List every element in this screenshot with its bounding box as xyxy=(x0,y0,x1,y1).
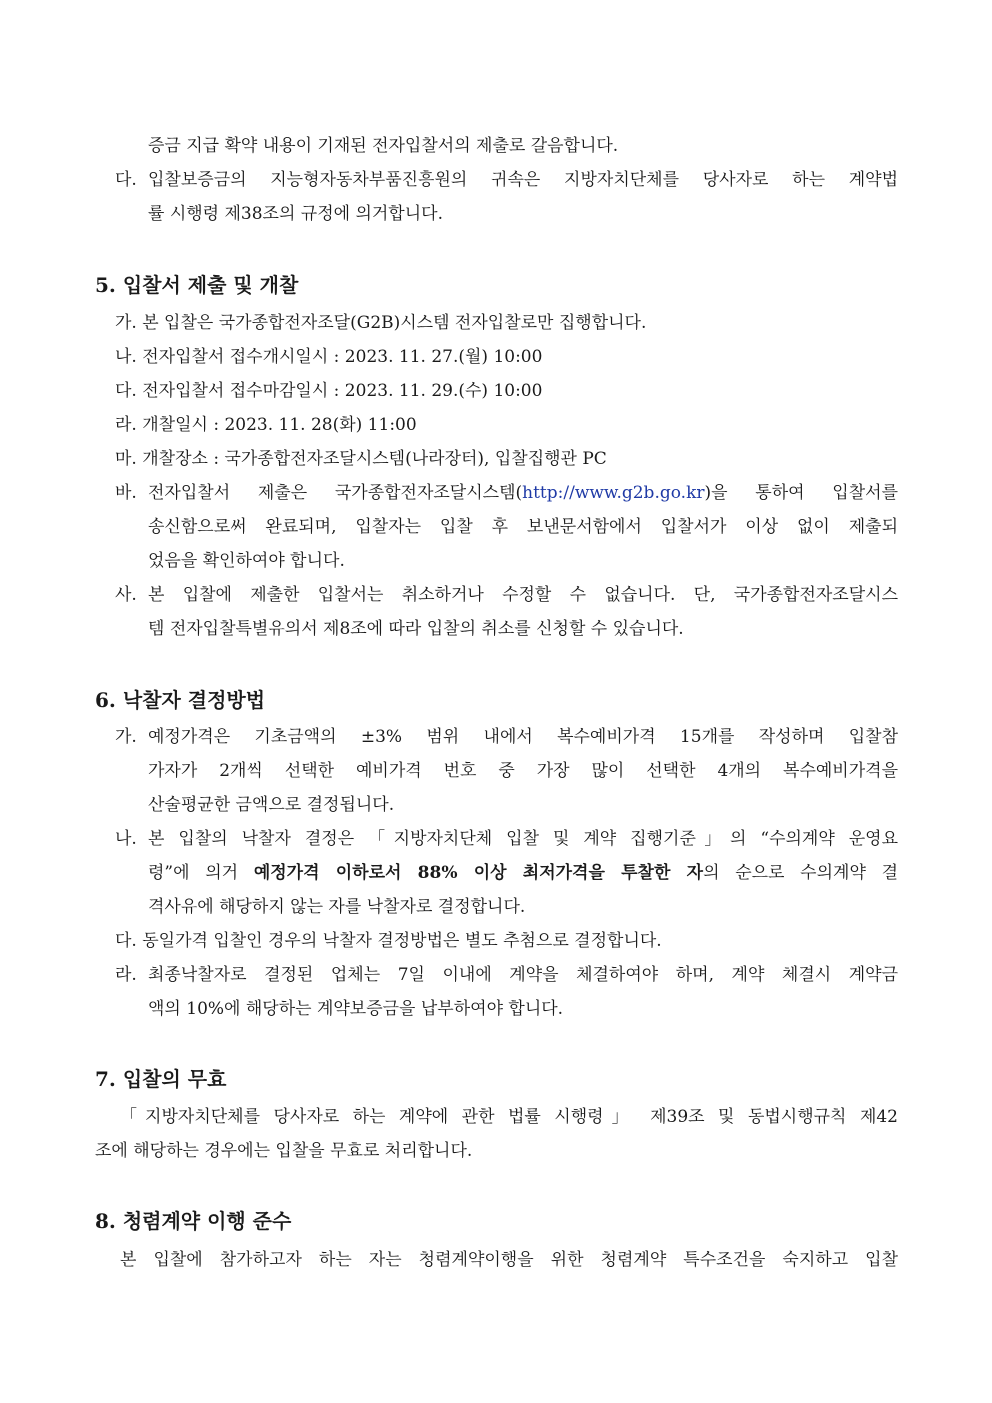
s5-ba-line1 xyxy=(148,476,898,510)
s4-continuation-line: 증금 지급 확약 내용이 기재된 전자입찰서의 제출로 갈음합니다. xyxy=(148,136,619,156)
s6-ga-line1: 예정가격은 기초금액의 ±3% 범위 내에서 복수예비가격 15개를 작성하며 입찰참 xyxy=(148,727,898,747)
s6-na-line2 xyxy=(148,856,898,890)
s5-item-na: 나. 전자입찰서 접수개시일시 : 2023. 11. 27.(월) 10:00 xyxy=(115,347,543,367)
s6-ga-marker: 가. xyxy=(115,727,137,747)
s7-line2: 조에 해당하는 경우에는 입찰을 무효로 처리합니다. xyxy=(95,1141,473,1161)
s6-na-line1: 본 입찰의 낙찰자 결정은 「지방자치단체 입찰 및 계약 집행기준」의 “수의계약 운영요 xyxy=(148,829,898,849)
s5-ba-text-b: )을 통하여 입찰서를 xyxy=(704,483,898,503)
s6-ra-line2: 액의 10%에 해당하는 계약보증금을 납부하여야 합니다. xyxy=(148,999,564,1019)
s5-ba-line3: 었음을 확인하여야 합니다. xyxy=(148,551,345,571)
s6-ra-marker: 라. xyxy=(115,965,137,985)
s8-line1: 본 입찰에 참가하고자 하는 자는 청렴계약이행을 위한 청렴계약 특수조건을 숙지하고 입찰 xyxy=(120,1250,898,1270)
s4-da-marker: 다. xyxy=(115,170,137,190)
s5-sa-line2: 템 전자입찰특별유의서 제8조에 따라 입찰의 취소를 신청할 수 있습니다. xyxy=(148,619,684,639)
s4-da-line2: 률 시행령 제38조의 규정에 의거합니다. xyxy=(148,204,443,224)
s5-item-ga: 가. 본 입찰은 국가종합전자조달(G2B)시스템 전자입찰로만 집행합니다. xyxy=(115,313,647,333)
s6-item-da: 다. 동일가격 입찰인 경우의 낙찰자 결정방법은 별도 추첨으로 결정합니다. xyxy=(115,931,662,951)
section-5-title: 5. 입찰서 제출 및 개찰 xyxy=(95,273,299,297)
s6-ga-line3: 산술평균한 금액으로 결정됩니다. xyxy=(148,795,395,815)
s6-na-line3: 격사유에 해당하지 않는 자를 낙찰자로 결정합니다. xyxy=(148,897,526,917)
s6-na-emphasis: 예정가격 이하로서 88% 이상 최저가격을 투찰한 자 xyxy=(253,863,704,883)
s6-ga-line2: 가자가 2개씩 선택한 예비가격 번호 중 가장 많이 선택한 4개의 복수예비가격을 xyxy=(148,761,898,781)
s7-line1: 「지방자치단체를 당사자로 하는 계약에 관한 법률 시행령」 제39조 및 동법시행규칙 제42 xyxy=(120,1107,898,1127)
s6-na-text-a: 령”에 의거 xyxy=(148,863,254,883)
s5-ba-line2: 송신함으로써 완료되며, 입찰자는 입찰 후 보낸문서함에서 입찰서가 이상 없이 제출되 xyxy=(148,517,898,537)
s6-ra-line1: 최종낙찰자로 결정된 업체는 7일 이내에 계약을 체결하여야 하며, 계약 체결시 계약금 xyxy=(148,965,898,985)
s5-ba-marker: 바. xyxy=(115,483,137,503)
s5-item-da: 다. 전자입찰서 접수마감일시 : 2023. 11. 29.(수) 10:00 xyxy=(115,381,543,401)
s6-na-text-b: 의 순으로 수의계약 결 xyxy=(703,863,899,883)
section-8-title: 8. 청렴계약 이행 준수 xyxy=(95,1209,292,1233)
s6-na-marker: 나. xyxy=(115,829,137,849)
s5-ba-text-a: 전자입찰서 제출은 국가종합전자조달시스템( xyxy=(148,483,523,503)
s5-sa-line1: 본 입찰에 제출한 입찰서는 취소하거나 수정할 수 없습니다. 단, 국가종합전자조달시스 xyxy=(148,585,898,605)
section-7-title: 7. 입찰의 무효 xyxy=(95,1067,227,1091)
s5-item-ma: 마. 개찰장소 : 국가종합전자조달시스템(나라장터), 입찰집행관 PC xyxy=(115,449,607,469)
s5-item-ra: 라. 개찰일시 : 2023. 11. 28(화) 11:00 xyxy=(115,415,417,435)
g2b-link[interactable]: http://www.g2b.go.kr xyxy=(522,483,705,503)
section-6-title: 6. 낙찰자 결정방법 xyxy=(95,688,266,712)
s5-sa-marker: 사. xyxy=(115,585,137,605)
s4-da-line1: 입찰보증금의 지능형자동차부품진흥원의 귀속은 지방자치단체를 당사자로 하는 계약법 xyxy=(148,170,898,190)
